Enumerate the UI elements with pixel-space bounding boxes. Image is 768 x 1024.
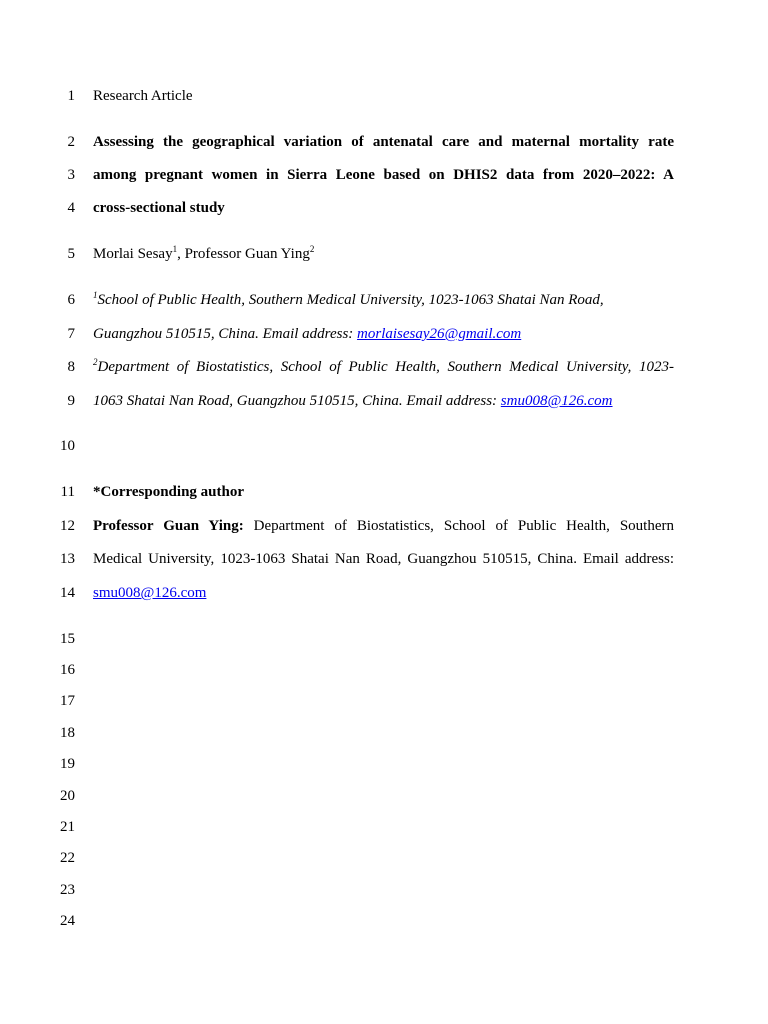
line-number: 13 <box>60 551 75 567</box>
line-number: 17 <box>60 693 75 709</box>
title-line: among pregnant women in Sierra Leone based on DHIS2 data from 2020–2022: A <box>93 167 674 183</box>
email-link[interactable]: smu008@126.com <box>93 585 207 601</box>
line-number: 1 <box>67 88 75 104</box>
author-affiliation-marker: 1 <box>172 244 178 254</box>
line-number: 3 <box>67 167 75 183</box>
line-number: 12 <box>60 518 75 534</box>
line-number: 21 <box>60 819 75 835</box>
line-number: 10 <box>60 438 75 454</box>
line-number: 16 <box>60 662 75 678</box>
line-number: 23 <box>60 882 75 898</box>
line-number: 11 <box>60 484 75 500</box>
corresponding-email-line <box>93 584 674 602</box>
affiliation-1-continued <box>93 325 674 343</box>
title-line: Assessing the geographical variation of antenatal care and maternal mortality rate <box>93 134 674 150</box>
line-number: 18 <box>60 725 75 741</box>
affiliation-text: Guangzhou 510515, China. Email address: <box>93 326 358 342</box>
line-number: 15 <box>60 631 75 647</box>
corresponding-details-continued: Medical University, 1023-1063 Shatai Nan Road, Guangzhou 510515, China. Email address: <box>93 551 674 567</box>
line-number: 14 <box>60 585 75 601</box>
line-number: 20 <box>60 788 75 804</box>
affiliation-2-continued <box>93 392 674 410</box>
corresponding-text: Department of Biostatistics, School of Public Health, Southern <box>243 518 674 534</box>
affiliation-text: School of Public Health, Southern Medical University, 1023-1063 Shatai Nan Road, <box>97 292 604 308</box>
author-list <box>93 245 674 263</box>
title-line: cross-sectional study <box>93 200 225 216</box>
author-name: Professor Guan Ying <box>184 246 310 262</box>
author-separator: , <box>177 246 185 262</box>
line-number: 8 <box>67 359 75 375</box>
affiliation-2 <box>93 358 674 376</box>
email-link[interactable]: smu008@126.com <box>500 393 613 409</box>
line-number: 24 <box>60 913 75 929</box>
line-number: 9 <box>67 393 75 409</box>
affiliation-1 <box>93 291 674 309</box>
affiliation-text: 1063 Shatai Nan Road, Guangzhou 510515, China. Email address: <box>93 393 501 409</box>
line-number: 5 <box>67 246 75 262</box>
affiliation-marker: 2 <box>93 357 98 367</box>
author-name: Morlai Sesay <box>93 246 173 262</box>
affiliation-text: Department of Biostatistics, School of Public Health, Southern Medical University, 1023- <box>97 359 674 375</box>
line-number: 19 <box>60 756 75 772</box>
corresponding-name: Professor Guan Ying: <box>93 518 244 534</box>
corresponding-heading: *Corresponding author <box>93 484 244 500</box>
corresponding-details <box>93 517 674 535</box>
line-number: 2 <box>67 134 75 150</box>
line-number: 7 <box>67 326 75 342</box>
line-number: 22 <box>60 850 75 866</box>
author-affiliation-marker: 2 <box>309 244 315 254</box>
line-number: 4 <box>67 200 75 216</box>
line-number: 6 <box>67 292 75 308</box>
article-type: Research Article <box>93 88 193 104</box>
affiliation-marker: 1 <box>93 290 98 300</box>
email-link[interactable]: morlaisesay26@gmail.com <box>357 326 522 342</box>
